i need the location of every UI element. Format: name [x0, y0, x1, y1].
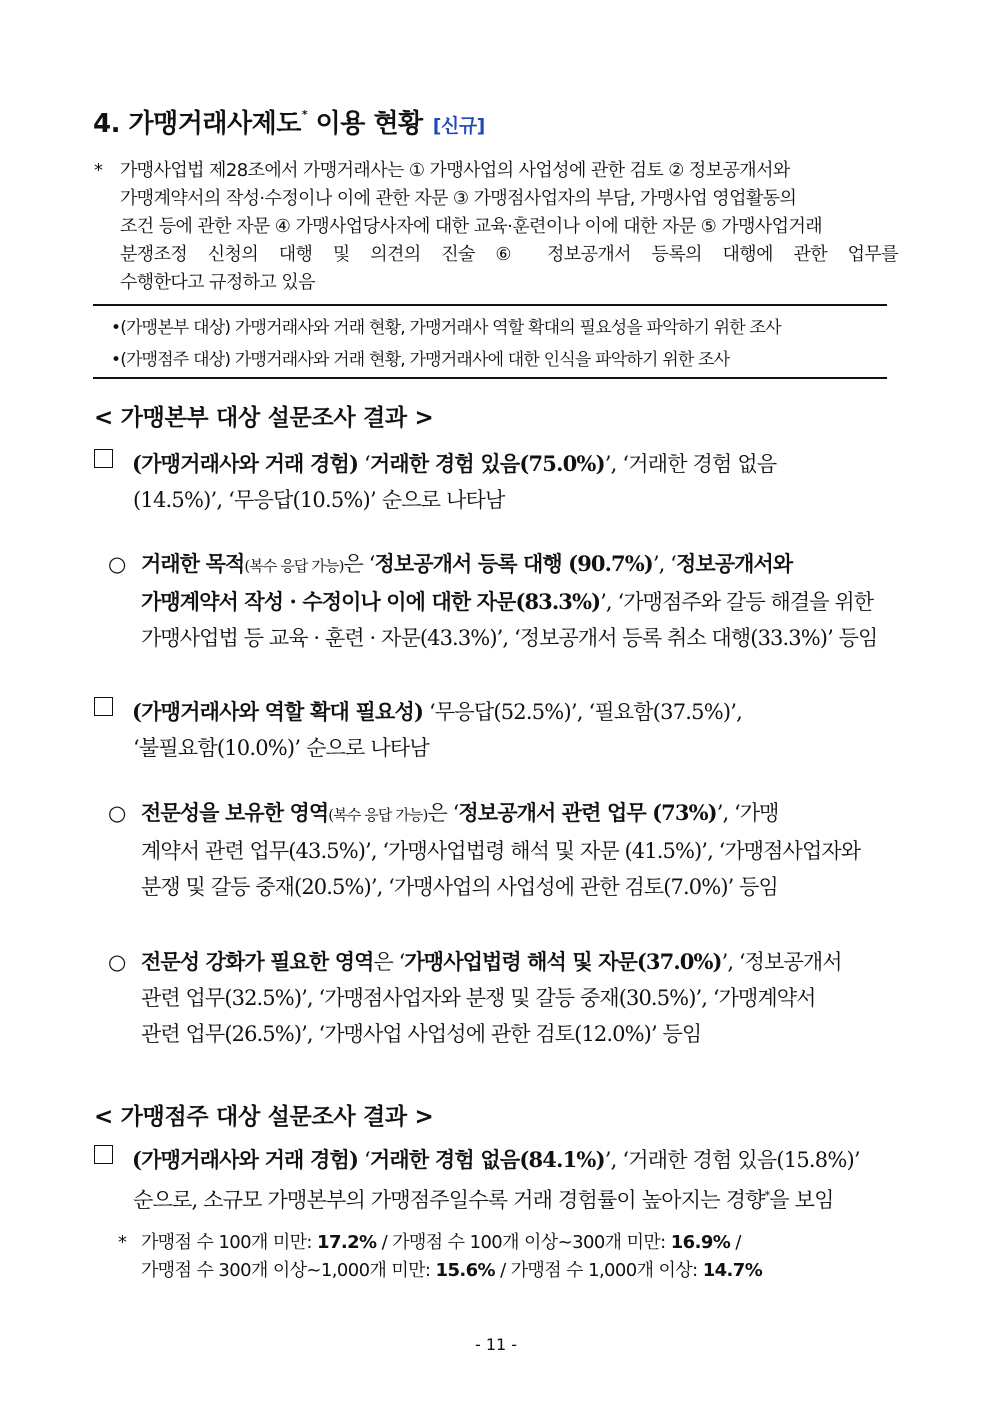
value: 16.9%: [670, 1232, 731, 1253]
checkbox-square-icon: [94, 449, 113, 468]
purpose-item: [108, 546, 897, 656]
note-line: 가맹사업법 제28조에서 가맹거래사는 ① 가맹사업의 사업성에 관한 검토 ② 정보공개서와: [120, 160, 790, 181]
text: ’, ‘정보공개서: [721, 950, 842, 974]
title-text: 4. 가맹거래사제도: [93, 109, 301, 139]
note-small: (복수 응답 가능): [244, 557, 344, 575]
circle-bullet-icon: ○: [108, 801, 126, 825]
para-line: [95, 1142, 897, 1178]
topic-label: (가맹거래사와 거래 경험): [132, 1147, 359, 1172]
note-line: 분쟁조정 신청의 대행 및 의견의 진술 ⑥ 정보공개서 등록의 대행에 관한 업무를: [120, 244, 898, 265]
para-line: 가맹사업법 등 교육 · 훈련 · 자문(43.3%)’, ‘정보공개서 등록 취소 대행(33.3%)’ 등임: [141, 626, 878, 650]
note-star: *: [94, 160, 103, 181]
box-item-franchisor: •(가맹본부 대상) 가맹거래사와 거래 현황, 가맹거래사 역할 확대의 필요성을 파악하기 위한 조사: [111, 318, 781, 338]
section-heading-franchisee: < 가맹점주 대상 설문조사 결과 >: [94, 1104, 434, 1130]
text: ’, ‘거래한 경험 있음(15.8%)’: [604, 1148, 860, 1172]
para-line: [141, 584, 897, 620]
para-line: 관련 업무(26.5%)’, ‘가맹사업 사업성에 관한 검토(12.0%)’ 등임: [141, 1022, 702, 1046]
text: ’, ‘거래한 경험 없음: [604, 452, 777, 476]
text: ’, ‘가맹점주와 갈등 해결을 위한: [600, 590, 874, 614]
text: 은 ‘: [427, 801, 459, 825]
text: 순으로, 소규모 가맹본부의 가맹점주일수록 거래 경험률이 높아지는 경향: [133, 1188, 765, 1212]
new-tag: [신규]: [432, 115, 485, 137]
footnote-mark: *: [764, 1189, 770, 1202]
checkbox-square-icon: [94, 697, 113, 716]
store-count-footnote: [118, 1229, 762, 1285]
box-bottom-rule: [93, 377, 887, 379]
box-top-rule: [93, 304, 887, 306]
footnote-star: *: [118, 1232, 127, 1253]
value: 15.6%: [435, 1260, 495, 1281]
key-result: 정보공개서 등록 대행 (90.7%): [374, 551, 653, 576]
text: ‘: [358, 1148, 370, 1172]
circle-bullet-icon: ○: [108, 950, 126, 974]
topic-label: (가맹거래사와 역할 확대 필요성): [132, 699, 424, 724]
expertise-item: [108, 795, 897, 905]
para-line: [95, 1178, 897, 1218]
reinforcement-item: [108, 944, 897, 1052]
key-result: 거래한 경험 있음(75.0%): [369, 451, 605, 476]
text: / 가맹점 수 1,000개 이상:: [494, 1260, 703, 1281]
checkbox-square-icon: [94, 1145, 113, 1164]
box-item-franchisee: •(가맹점주 대상) 가맹거래사와 거래 현황, 가맹거래사에 대한 인식을 파악하기 위한 조사: [111, 350, 730, 370]
para-line: [141, 944, 897, 980]
text: 을 보임: [769, 1188, 834, 1212]
page-number: - 11 -: [474, 1335, 518, 1354]
page-title: [93, 103, 485, 140]
para-line: [141, 795, 897, 833]
para-line: [141, 546, 897, 584]
value: 14.7%: [702, 1260, 763, 1281]
key-result: 정보공개서 관련 업무 (73%): [458, 800, 717, 825]
text: ’, ‘: [652, 552, 676, 576]
para-line: [95, 694, 897, 730]
text: 은 ‘: [373, 950, 405, 974]
footnote-line: [118, 1229, 762, 1257]
text: /: [730, 1232, 741, 1253]
text: ‘: [358, 452, 370, 476]
text: 가맹점 수 300개 이상~1,000개 미만:: [141, 1260, 436, 1281]
note-small: (복수 응답 가능): [328, 806, 428, 824]
text: ’, ‘가맹: [716, 801, 779, 825]
para-line: [95, 446, 897, 482]
role-expansion-paragraph: [95, 694, 897, 766]
para-line: ‘불필요함(10.0%)’ 순으로 나타남: [133, 736, 429, 760]
note-line: 가맹계약서의 작성·수정이나 이에 관한 자문 ③ 가맹점사업자의 부담, 가맹사업 영업활동의: [120, 188, 797, 209]
franchisee-experience-paragraph: [95, 1142, 897, 1218]
text: 가맹점 수 100개 미만:: [141, 1232, 318, 1253]
note-line: 수행한다고 규정하고 있음: [120, 272, 315, 293]
note-line: 조건 등에 관한 자문 ④ 가맹사업당사자에 대한 교육·훈련이나 이에 대한 자문 ⑤ 가맹사업거래: [120, 216, 823, 237]
topic-label: 전문성을 보유한 영역: [141, 800, 329, 825]
circle-bullet-icon: ○: [108, 552, 126, 576]
para-line: (14.5%)’, ‘무응답(10.5%)’ 순으로 나타남: [133, 488, 505, 512]
topic-label: 거래한 목적: [141, 551, 245, 576]
topic-label: 전문성 강화가 필요한 영역: [141, 949, 374, 974]
text: ‘무응답(52.5%)’, ‘필요함(37.5%)’,: [423, 700, 743, 724]
key-result: 정보공개서와: [675, 551, 793, 576]
title-footnote-mark: *: [301, 108, 308, 121]
para-line: 계약서 관련 업무(43.5%)’, ‘가맹사업법령 해석 및 자문 (41.5%)’, ‘가맹점사업자와: [141, 839, 861, 863]
para-line: 분쟁 및 갈등 중재(20.5%)’, ‘가맹사업의 사업성에 관한 검토(7.0%)’ 등임: [141, 875, 778, 899]
section-heading-franchisor: < 가맹본부 대상 설문조사 결과 >: [94, 405, 434, 431]
key-result: 가맹계약서 작성 · 수정이나 이에 대한 자문(83.3%): [141, 589, 601, 614]
key-result: 거래한 경험 없음(84.1%): [369, 1147, 605, 1172]
value: 17.2%: [317, 1232, 377, 1253]
topic-label: (가맹거래사와 거래 경험): [132, 451, 359, 476]
key-result: 가맹사업법령 해석 및 자문(37.0%): [404, 949, 722, 974]
text: / 가맹점 수 100개 이상~300개 미만:: [376, 1232, 671, 1253]
text: 은 ‘: [343, 552, 375, 576]
title-rest: 이용 현황: [307, 109, 423, 139]
para-line: 관련 업무(32.5%)’, ‘가맹점사업자와 분쟁 및 갈등 중재(30.5%)’, ‘가맹계약서: [141, 986, 816, 1010]
franchisor-experience-paragraph: [95, 446, 897, 518]
footnote-line: [118, 1257, 762, 1285]
definition-note: [94, 157, 898, 297]
